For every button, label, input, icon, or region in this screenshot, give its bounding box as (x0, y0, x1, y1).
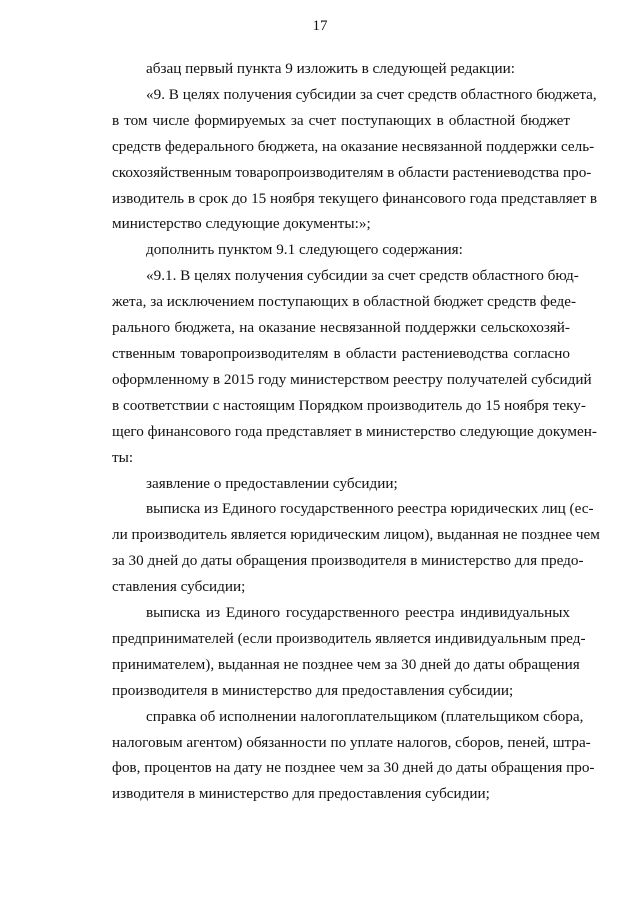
text-line: средств федерального бюджета, на оказание несвязанной поддержки сель- (112, 137, 595, 155)
paragraph-p5 (112, 471, 570, 497)
text-line: ты: (112, 448, 134, 466)
text-line: выписка из Единого государственного реестра юридических лиц (ес- (146, 500, 594, 518)
text-line: в том числе формируемых за счет поступающих в областной бюджет (112, 111, 570, 129)
text-line: заявление о предоставлении субсидии; (146, 474, 398, 492)
page-number: 17 (312, 18, 328, 34)
paragraph-p3 (112, 237, 570, 263)
paragraph-p1 (112, 56, 570, 82)
text-line: справка об исполнении налогоплательщиком (плательщиком сбора, (146, 707, 584, 725)
text-line: ставления субсидии; (112, 578, 246, 596)
text-line: дополнить пунктом 9.1 следующего содержания: (146, 241, 463, 259)
text-line: ли производитель является юридическим лицом), выданная не позднее чем (112, 526, 600, 544)
paragraph-p4 (112, 263, 597, 470)
text-line: рального бюджета, на оказание несвязанной поддержки сельскохозяй- (112, 319, 570, 337)
text-line: изводитель в срок до 15 ноября текущего финансового года представляет в (112, 189, 598, 207)
paragraph-p8 (112, 704, 595, 808)
text-line: производителя в министерство для предоставления субсидии; (112, 681, 514, 699)
text-line: изводителя в министерство для предоставления субсидии; (112, 785, 490, 803)
text-line: в соответствии с настоящим Порядком производитель до 15 ноября теку- (112, 396, 586, 414)
text-line: скохозяйственным товаропроизводителям в области растениеводства про- (112, 163, 592, 181)
paragraph-p2 (112, 82, 598, 237)
text-line: налоговым агентом) обязанности по уплате налогов, сборов, пеней, штра- (112, 733, 591, 751)
text-line: «9.1. В целях получения субсидии за счет средств областного бюд- (146, 267, 579, 285)
text-line: предпринимателей (если производитель является индивидуальным пред- (112, 629, 586, 647)
text-line: щего финансового года представляет в министерство следующие докумен- (112, 422, 597, 440)
text-line: министерство следующие документы:»; (112, 215, 371, 233)
document-body (112, 56, 600, 807)
text-line: за 30 дней до даты обращения производителя в министерство для предо- (112, 552, 584, 570)
paragraph-p6 (112, 496, 600, 600)
text-line: выписка из Единого государственного реестра индивидуальных (146, 604, 570, 622)
text-line: ственным товаропроизводителям в области растениеводства согласно (112, 344, 570, 362)
text-line: «9. В целях получения субсидии за счет средств областного бюджета, (146, 85, 597, 103)
text-line: оформленному в 2015 году министерством реестру получателей субсидий (112, 370, 592, 388)
text-line: абзац первый пункта 9 изложить в следующей редакции: (146, 60, 516, 77)
paragraph-p7 (112, 600, 586, 704)
text-line: жета, за исключением поступающих в областной бюджет средств феде- (112, 293, 577, 311)
text-line: принимателем), выданная не позднее чем за 30 дней до даты обращения (112, 655, 580, 673)
text-line: фов, процентов на дату не позднее чем за 30 дней до даты обращения про- (112, 759, 595, 777)
